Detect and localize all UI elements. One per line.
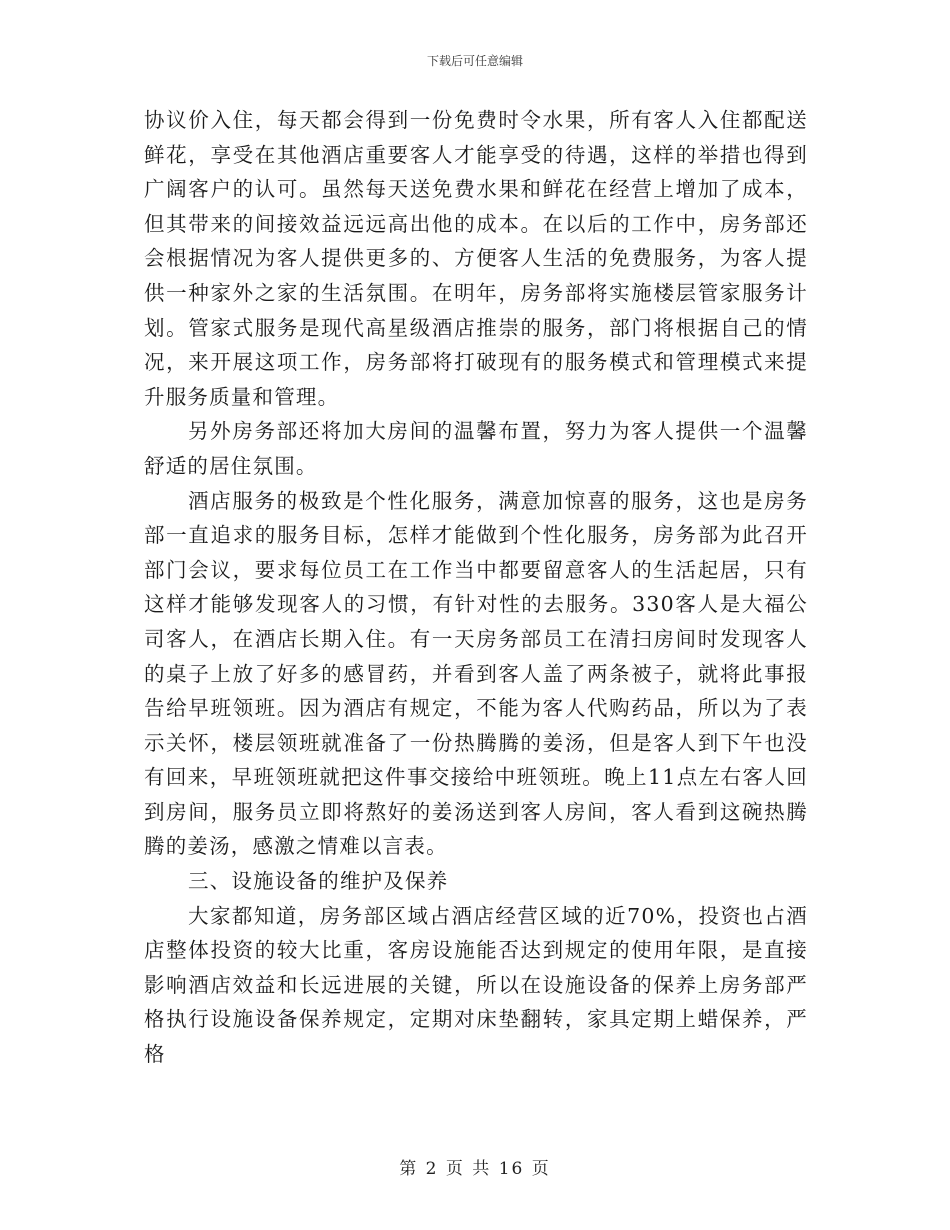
footer-current-page: 2 <box>425 1159 439 1179</box>
page-footer <box>0 1154 950 1179</box>
paragraph-5: 大家都知道，房务部区域占酒店经营区域的近70%，投资也占酒店整体投资的较大比重，客房设施能否达到规定的使用年限，是直接影响酒店效益和长远进展的关键，所以在设施设备的保养上房务部严格执行设施设备保养规定，定期对床垫翻转，家具定期上蜡保养，严格 <box>144 903 808 1067</box>
footer-prefix: 第 <box>399 1159 419 1179</box>
section-heading: 三、设施设备的维护及保养 <box>188 869 449 894</box>
paragraph-3: 酒店服务的极致是个性化服务，满意加惊喜的服务，这也是房务部一直追求的服务目标，怎样才能做到个性化服务，房务部为此召开部门会议，要求每位员工在工作当中都要留意客人的生活起居，只有这样才能够发现客人的习惯，有针对性的去服务。330客人是大福公司客人，在酒店长期入住。有一天房务部员工在清扫房间时发现客人的桌子上放了好多的感冒药，并看到客人盖了两条被子，就将此事报告给早班领班。因为酒店有规定，不能为客人代购药品，所以为了表示关怀，楼层领班就准备了一份热腾腾的姜汤，但是客人到下午也没有回来，早班领班就把这件事交接给中班领班。晚上11点左右客人回到房间，服务员立即将熬好的姜汤送到客人房间，客人看到这碗热腾腾的姜汤，感激之情难以言表。 <box>144 488 808 859</box>
paragraph-1: 协议价入住，每天都会得到一份免费时令水果，所有客人入住都配送鲜花，享受在其他酒店重要客人才能享受的待遇，这样的举措也得到广阔客户的认可。虽然每天送免费水果和鲜花在经营上增加了成本，但其带来的间接效益远远高出他的成本。在以后的工作中，房务部还会根据情况为客人提供更多的、方便客人生活的免费服务，为客人提供一种家外之家的生活氛围。在明年，房务部将实施楼层管家服务计划。管家式服务是现代高星级酒店推崇的服务，部门将根据自己的情况，来开展这项工作，房务部将打破现有的服务模式和管理模式来提升服务质量和管理。 <box>144 108 808 409</box>
header-text: 下载后可任意编辑 <box>426 54 523 68</box>
footer-middle: 页 共 <box>445 1159 492 1179</box>
footer-suffix: 页 <box>531 1159 551 1179</box>
footer-total-pages: 16 <box>498 1159 525 1179</box>
page-header <box>0 52 950 69</box>
document-body <box>144 103 808 1072</box>
paragraph-2: 另外房务部还将加大房间的温馨布置，努力为客人提供一个温馨舒适的居住氛围。 <box>144 419 808 478</box>
